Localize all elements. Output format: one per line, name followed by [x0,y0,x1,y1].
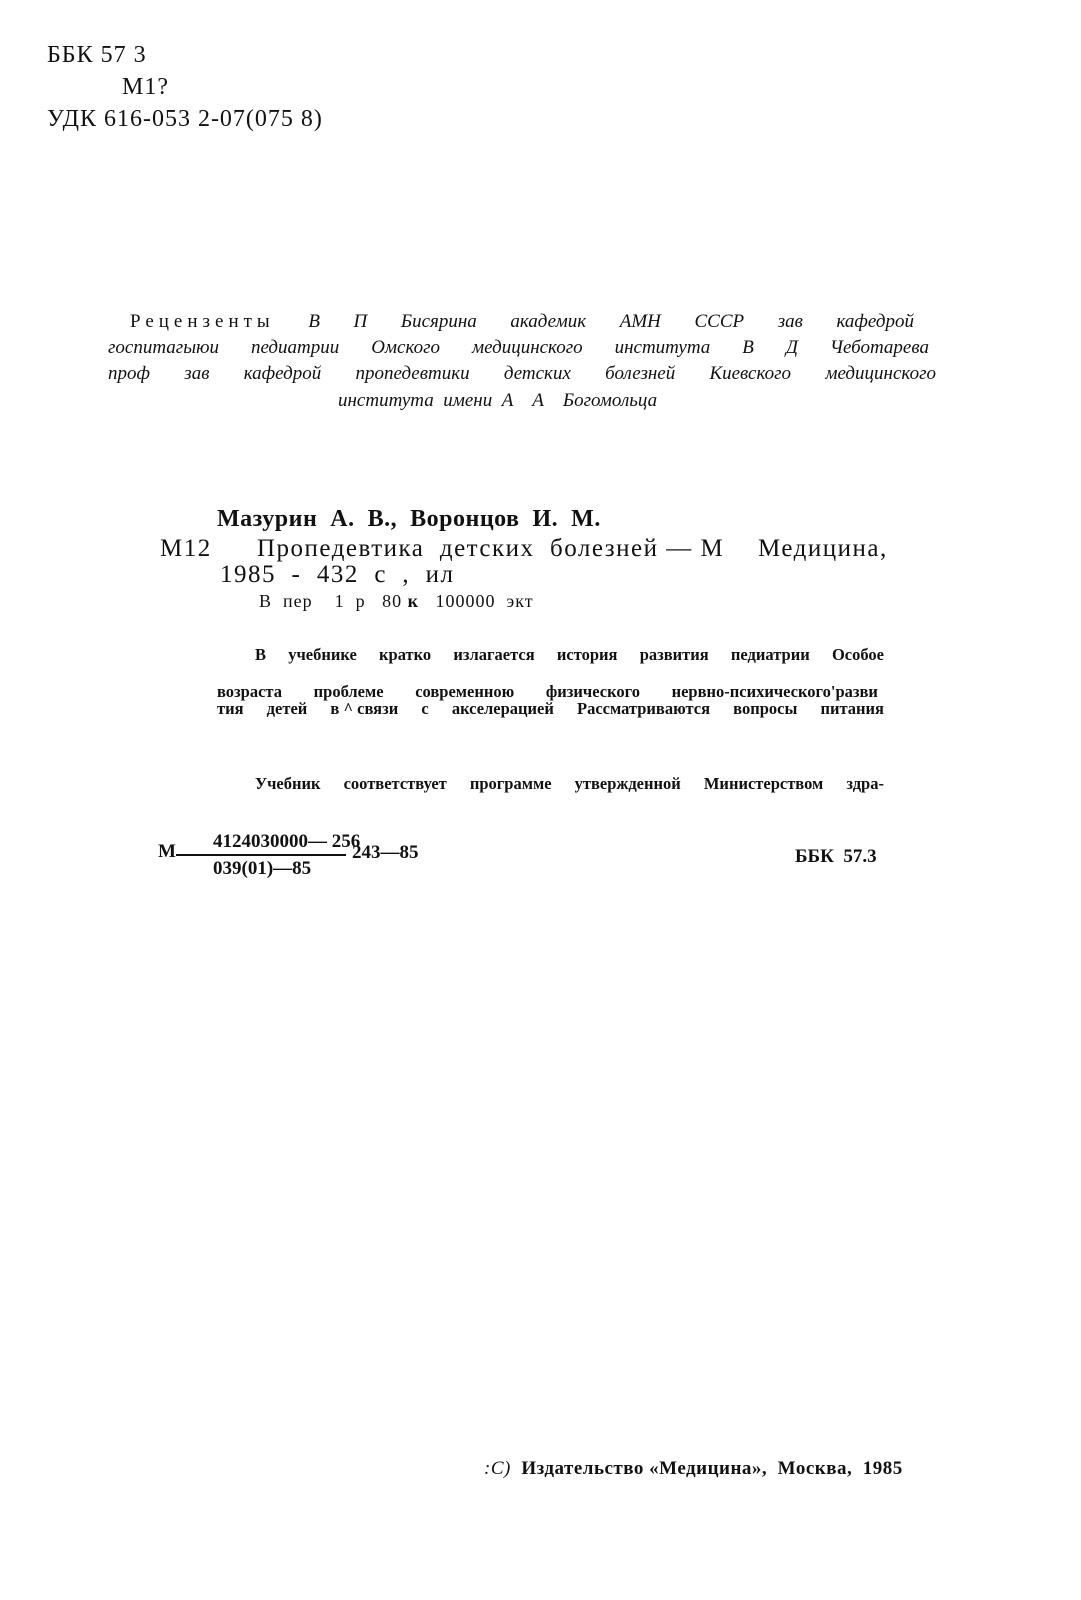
bbk-code-right: ББК 57.3 [795,846,877,867]
catalog-code: М12 [160,535,212,562]
reviewers-word: медицинского [825,363,936,384]
annotation-word: с [421,699,429,718]
reviewers-line-3 [108,363,936,385]
reviewers-word: кафедрой [243,363,322,384]
annotation-word: акселерацией [451,699,554,718]
reviewers-word: академик [510,311,587,332]
annotation-word: утвержденной [574,774,681,793]
reviewers-word: Чеботарева [829,337,929,358]
annotation-word: развития [639,645,709,664]
copyright-mark: :С) [484,1458,511,1479]
annotation-word: здра- [846,774,884,793]
author-mark: М1? [122,74,169,100]
publisher-name: Медицина, [758,535,888,562]
annotation-word: Министерством [703,774,824,793]
annotation-word: излагается [453,645,535,664]
annotation-word: кратко [379,645,432,664]
annotation-word: соответствует [343,774,447,793]
reviewers-word: института [614,337,711,358]
annotation-word: учебнике [288,645,357,664]
bbk-index: ББК 57 3 [47,42,147,68]
annotation-word: педиатрии [730,645,810,664]
price-kopecks: к [407,591,420,611]
reviewers-word: проф [108,363,150,384]
reviewers-word: болезней [605,363,676,384]
annotation-word: детей [266,699,308,718]
reviewers-word: АМН [619,311,661,332]
publisher-imprint: Издательство «Медицина», Москва, 1985 [521,1458,903,1479]
reviewers-word: Рецензенты [130,311,275,332]
fraction-bar [176,854,346,856]
reviewers-word: пропедевтики [355,363,470,384]
year-pages-line: 1985 - 432 с , ил [220,561,455,588]
annotation-line-1 [255,645,884,665]
annotation-word: история [556,645,618,664]
reviewers-word: П [353,311,368,332]
annotation-word: Рассматриваются [577,699,711,718]
reviewers-word: В [742,337,754,358]
annotation-word: нервно-психического'разви [671,682,878,701]
reviewers-line-4: института имени А А Богомольца [338,390,658,411]
annotation-line-4 [255,774,884,794]
annotation-word: программе [469,774,552,793]
book-title-publisher: Пропедевтика детских болезней — М [257,535,725,562]
annotation-word: современною [415,682,515,701]
reviewers-word: СССР [694,311,745,332]
annotation-word: проблеме [313,682,384,701]
reviewers-line-1 [130,311,914,333]
annotation-word: Особое [831,645,884,664]
code-suffix: 243—85 [352,842,419,863]
reviewers-word: зав [777,311,803,332]
reviewers-word: Омского [371,337,441,358]
price-line [259,591,534,612]
annotation-word: тия [217,699,244,718]
price-prefix: В пер 1 р 80 [259,591,408,611]
code-denominator: 039(01)—85 [213,858,312,879]
price-print-run: 100000 экт [419,591,534,611]
annotation-word: питания [820,699,884,718]
annotation-word: физического [545,682,640,701]
annotation-word: в ^ связи [330,699,399,718]
reviewers-word: кафедрой [836,311,914,332]
reviewers-word: госпитагыюи [108,337,219,358]
reviewers-word: детских [503,363,571,384]
reviewers-word: Бисярина [400,311,477,332]
reviewers-line-2 [108,337,929,359]
code-numerator: 4124030000— 256 [213,831,361,852]
udk-index: УДК 616-053 2-07(075 8) [47,106,323,132]
reviewers-word: Д [785,337,798,358]
annotation-word: Учебник [255,774,321,793]
copyright-line [484,1458,903,1480]
annotation-word: возраста [217,682,282,701]
reviewers-word: зав [184,363,210,384]
reviewers-word: медицинского [472,337,583,358]
reviewers-word: Киевского [709,363,792,384]
book-authors: Мазурин А. В., Воронцов И. М. [217,506,601,532]
code-prefix: М [158,841,176,862]
reviewers-word: В [308,311,320,332]
annotation-word: В [255,645,267,664]
annotation-word: вопросы [733,699,798,718]
annotation-line-3 [217,699,884,719]
reviewers-word: педиатрии [250,337,340,358]
